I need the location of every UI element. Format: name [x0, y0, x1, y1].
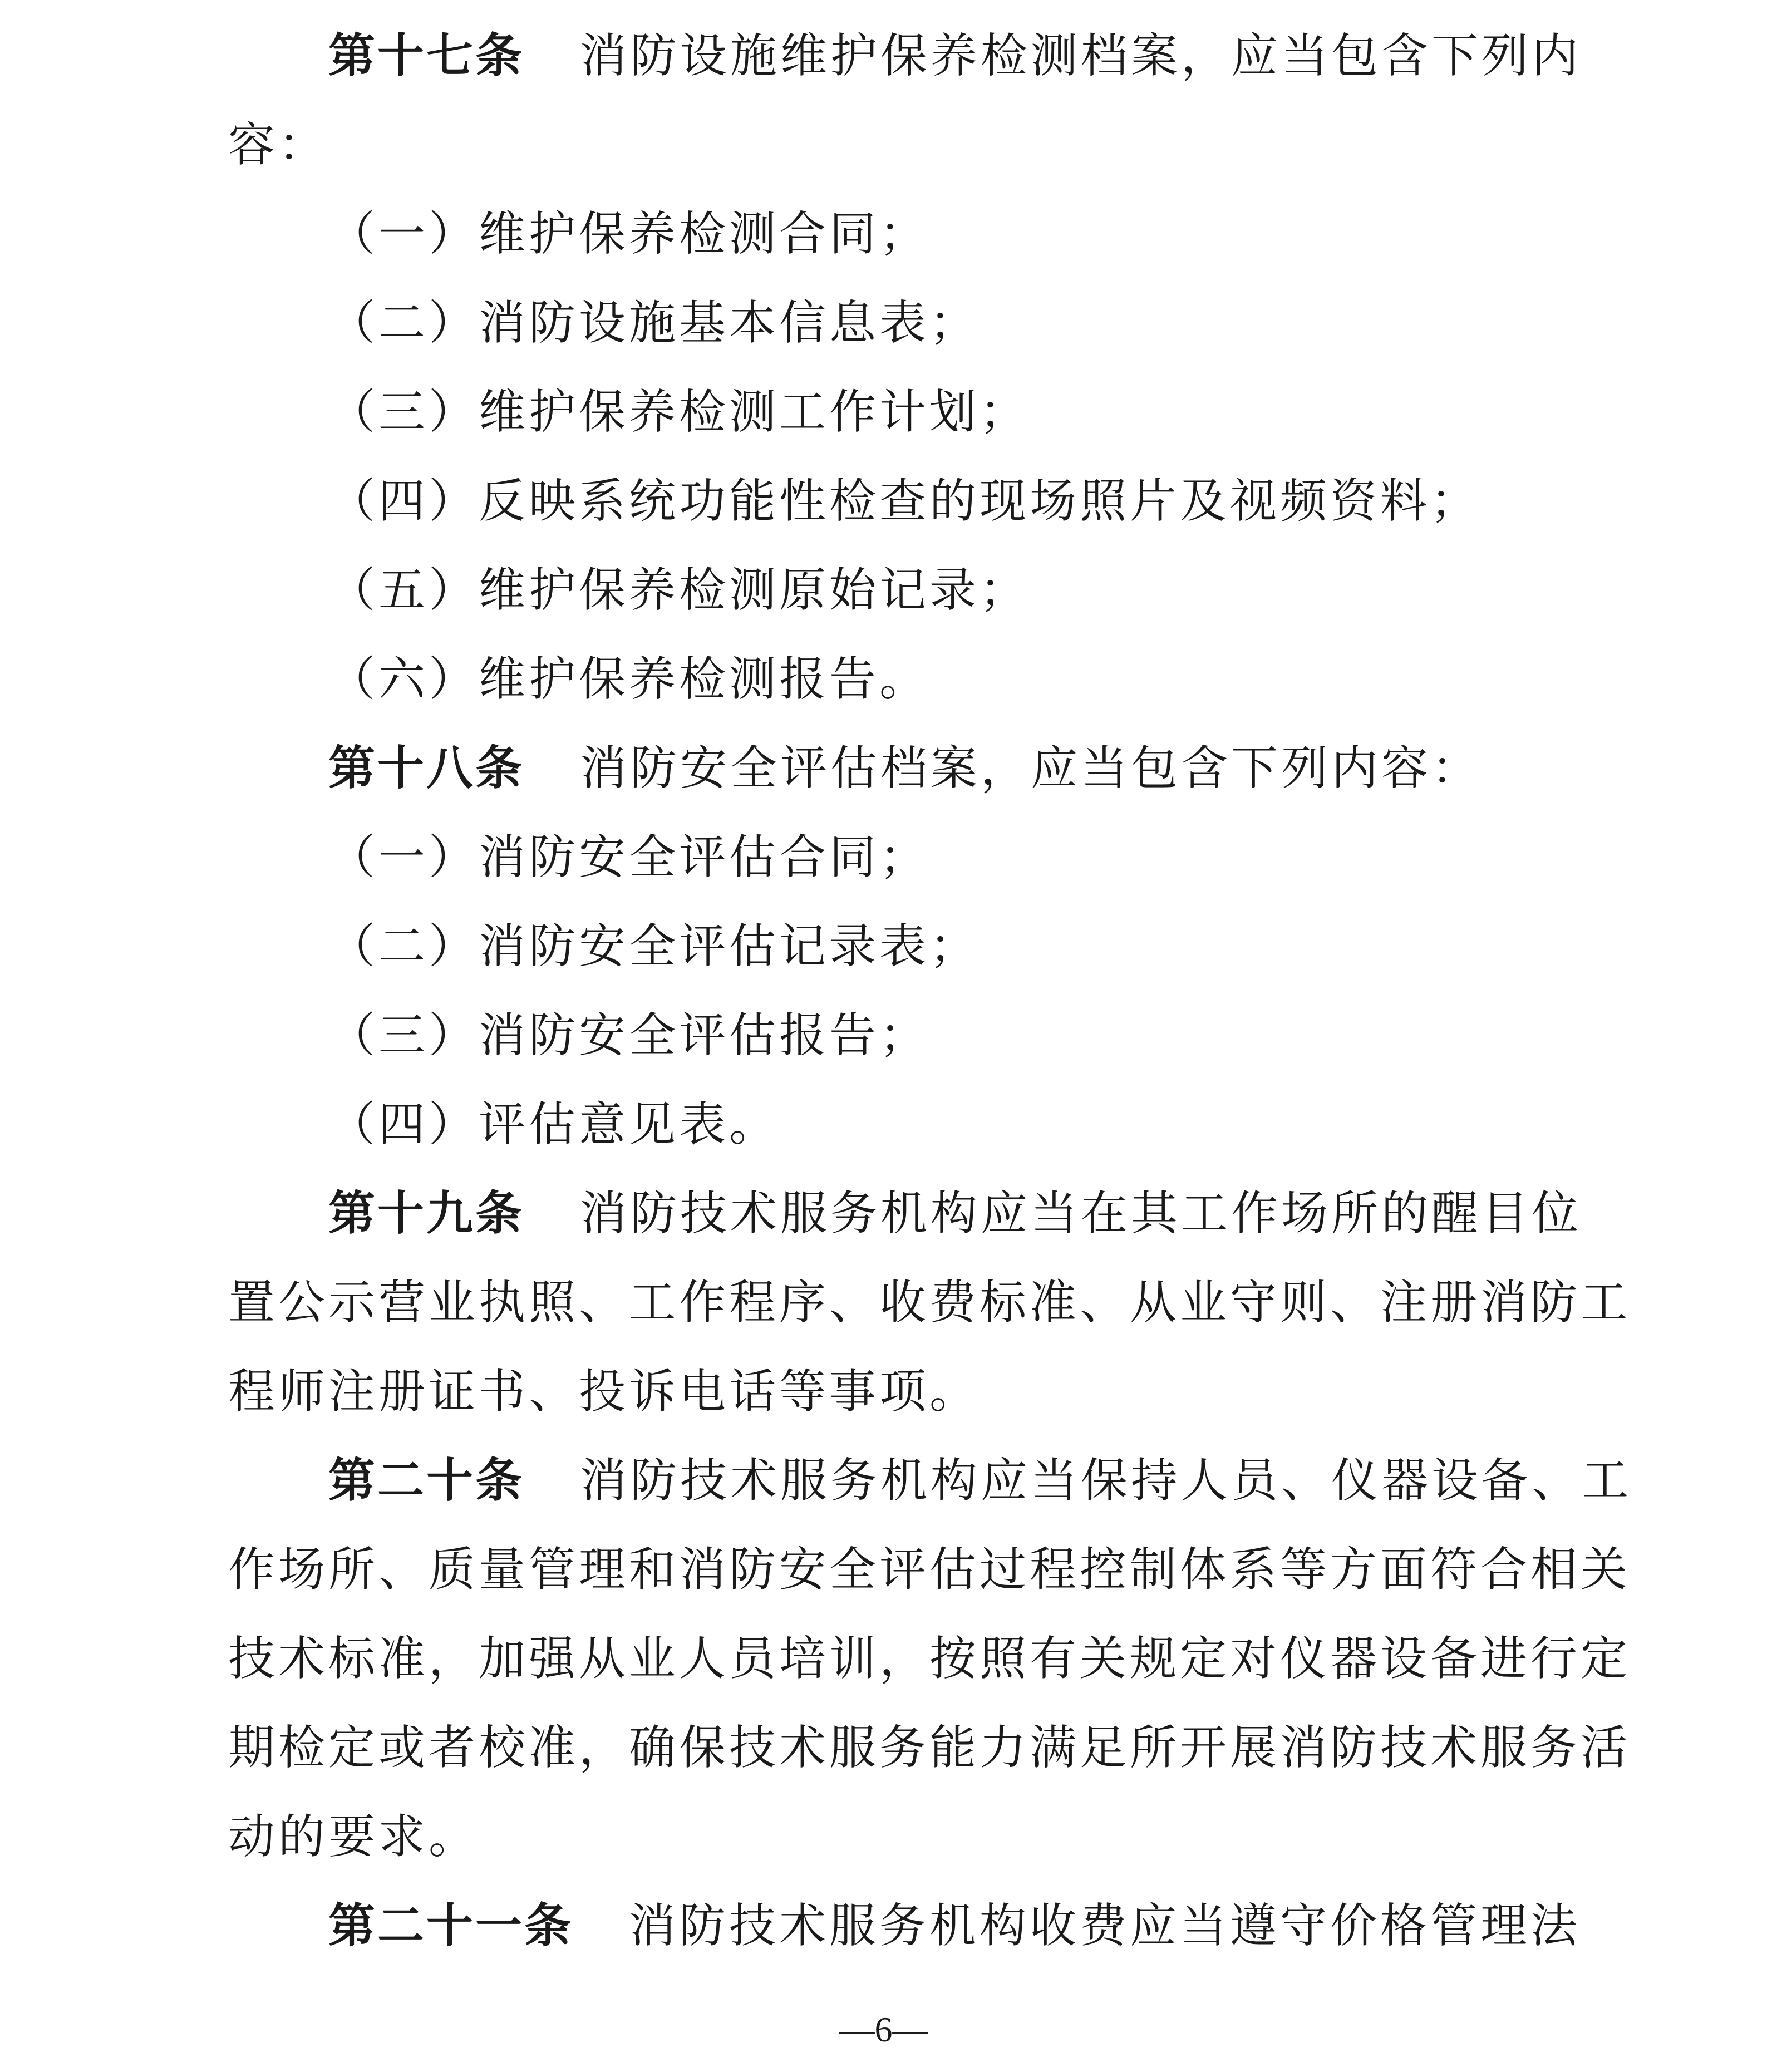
article-17-item-6: （六）维护保养检测报告。: [328, 652, 930, 706]
article-19-line-3: 程师注册证书、投诉电话等事项。: [228, 1364, 980, 1419]
article-18-line-1: [328, 741, 1482, 795]
article-20-line-4: 期检定或者校准，确保技术服务能力满足所开展消防技术服务活: [228, 1720, 1631, 1775]
article-18-item-3: （三）消防安全评估报告；: [328, 1008, 930, 1062]
article-19-line-1: [328, 1186, 1582, 1241]
article-17-item-2: （二）消防设施基本信息表；: [328, 296, 980, 350]
article-18-label: 第十八条: [328, 741, 525, 795]
article-18-text: 消防安全评估档案，应当包含下列内容：: [580, 741, 1482, 795]
article-17-item-3: （三）维护保养检测工作计划；: [328, 385, 1030, 439]
article-21-line-1: [328, 1898, 1581, 1953]
article-19-text: 消防技术服务机构应当在其工作场所的醒目位: [580, 1186, 1582, 1241]
article-19-label: 第十九条: [328, 1186, 525, 1241]
article-20-line-1: [328, 1453, 1632, 1508]
page-number: —6—: [839, 2010, 928, 2049]
article-17-text: 消防设施维护保养检测档案，应当包含下列内: [580, 28, 1582, 83]
article-20-line-5: 动的要求。: [228, 1809, 479, 1864]
article-20-text: 消防技术服务机构应当保持人员、仪器设备、工: [580, 1453, 1632, 1508]
article-17-item-1: （一）维护保养检测合同；: [328, 206, 930, 261]
article-17-label: 第十七条: [328, 28, 525, 83]
article-17-item-5: （五）维护保养检测原始记录；: [328, 563, 1030, 617]
article-18-item-1: （一）消防安全评估合同；: [328, 830, 930, 884]
article-17-item-4: （四）反映系统功能性检查的现场照片及视频资料；: [328, 474, 1481, 528]
article-19-line-2: 置公示营业执照、工作程序、收费标准、从业守则、注册消防工: [228, 1275, 1631, 1330]
article-20-label: 第二十条: [328, 1453, 525, 1508]
article-18-item-4: （四）评估意见表。: [328, 1097, 780, 1151]
article-20-line-3: 技术标准，加强从业人员培训，按照有关规定对仪器设备进行定: [228, 1631, 1631, 1686]
article-18-item-2: （二）消防安全评估记录表；: [328, 919, 980, 973]
article-20-line-2: 作场所、质量管理和消防安全评估过程控制体系等方面符合相关: [228, 1542, 1631, 1597]
article-21-text: 消防技术服务机构收费应当遵守价格管理法: [629, 1898, 1581, 1953]
article-17-line-2: 容：: [228, 117, 329, 172]
article-21-label: 第二十一条: [328, 1898, 574, 1953]
article-17-line-1: [328, 28, 1582, 83]
